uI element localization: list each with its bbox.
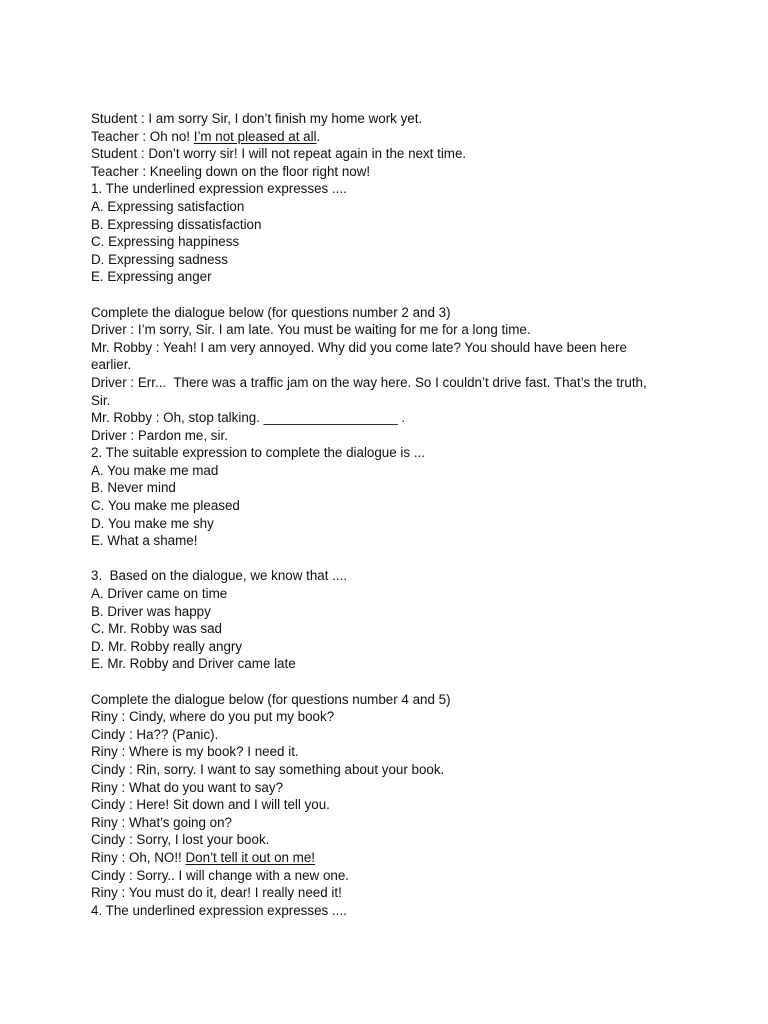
text-line: B. Expressing dissatisfaction — [91, 216, 262, 232]
line-text: Riny : Oh, NO!! — [91, 849, 186, 865]
text-line: D. You make me shy — [91, 515, 214, 531]
text-line: 1. The underlined expression expresses .... — [91, 181, 347, 197]
text-line: earlier. — [91, 357, 132, 373]
text-line: Riny : What's going on? — [91, 814, 233, 830]
text-line: Mr. Robby : Oh, stop talking. __________________ . — [91, 410, 406, 426]
text-line: Mr. Robby : Yeah! I am very annoyed. Why did you come late? You should have been here — [91, 339, 627, 355]
text-line: Cindy : Rin, sorry. I want to say something about your book. — [91, 761, 445, 777]
text-line: A. Driver came on time — [91, 586, 228, 602]
text-line: Cindy : Sorry.. I will change with a new one. — [91, 867, 350, 883]
text-line: Riny : You must do it, dear! I really need it! — [91, 885, 342, 901]
text-line: Driver : Err... There was a traffic jam on the way here. So I couldn’t drive fast. That’s the truth, — [91, 374, 647, 390]
text-line: Riny : Cindy, where do you put my book? — [91, 709, 335, 725]
underlined-expression: I’m not pleased at all — [193, 128, 317, 144]
text-line: B. Driver was happy — [91, 603, 211, 619]
text-line: Cindy : Here! Sit down and I will tell you. — [91, 797, 330, 813]
text-line: Complete the dialogue below (for questions number 4 and 5) — [91, 691, 451, 707]
text-line: E. Mr. Robby and Driver came late — [91, 656, 296, 672]
text-line: D. Mr. Robby really angry — [91, 638, 243, 654]
paragraph-gap — [91, 673, 691, 691]
text-line: E. What a shame! — [91, 533, 198, 549]
text-line: Driver : I’m sorry, Sir. I am late. You must be waiting for me for a long time. — [91, 322, 531, 338]
text-line: C. You make me pleased — [91, 498, 240, 514]
text-line: D. Expressing sadness — [91, 251, 228, 267]
text-line: 4. The underlined expression expresses .... — [91, 902, 347, 918]
text-line: C. Mr. Robby was sad — [91, 621, 222, 637]
text-line: 3. Based on the dialogue, we know that .... — [91, 568, 348, 584]
text-line: Driver : Pardon me, sir. — [91, 427, 228, 443]
text-line: B. Never mind — [91, 480, 176, 496]
text-line: Riny : What do you want to say? — [91, 779, 284, 795]
document-text — [91, 110, 691, 919]
text-line: Student : Don’t worry sir! I will not repeat again in the next time. — [91, 146, 467, 162]
text-line: A. Expressing satisfaction — [91, 198, 245, 214]
line-text: . — [316, 128, 321, 144]
underlined-expression: Don’t tell it out on me! — [185, 849, 316, 865]
text-line: Cindy : Sorry, I lost your book. — [91, 832, 270, 848]
text-line: Complete the dialogue below (for questions number 2 and 3) — [91, 304, 451, 320]
text-line: E. Expressing anger — [91, 269, 212, 285]
text-line: Teacher : Kneeling down on the floor right now! — [91, 163, 371, 179]
text-line: A. You make me mad — [91, 462, 219, 478]
text-line — [91, 849, 691, 867]
text-line: Riny : Where is my book? I need it. — [91, 744, 299, 760]
text-line: Student : I am sorry Sir, I don’t finish my home work yet. — [91, 111, 423, 126]
line-text: Teacher : Oh no! — [91, 128, 194, 144]
paragraph-gap — [91, 550, 691, 568]
paragraph-gap — [91, 286, 691, 304]
text-line: Sir. — [91, 392, 111, 408]
text-line: Cindy : Ha?? (Panic). — [91, 726, 219, 742]
text-line: C. Expressing happiness — [91, 234, 240, 250]
text-line — [91, 128, 691, 146]
text-line: 2. The suitable expression to complete the dialogue is ... — [91, 445, 425, 461]
